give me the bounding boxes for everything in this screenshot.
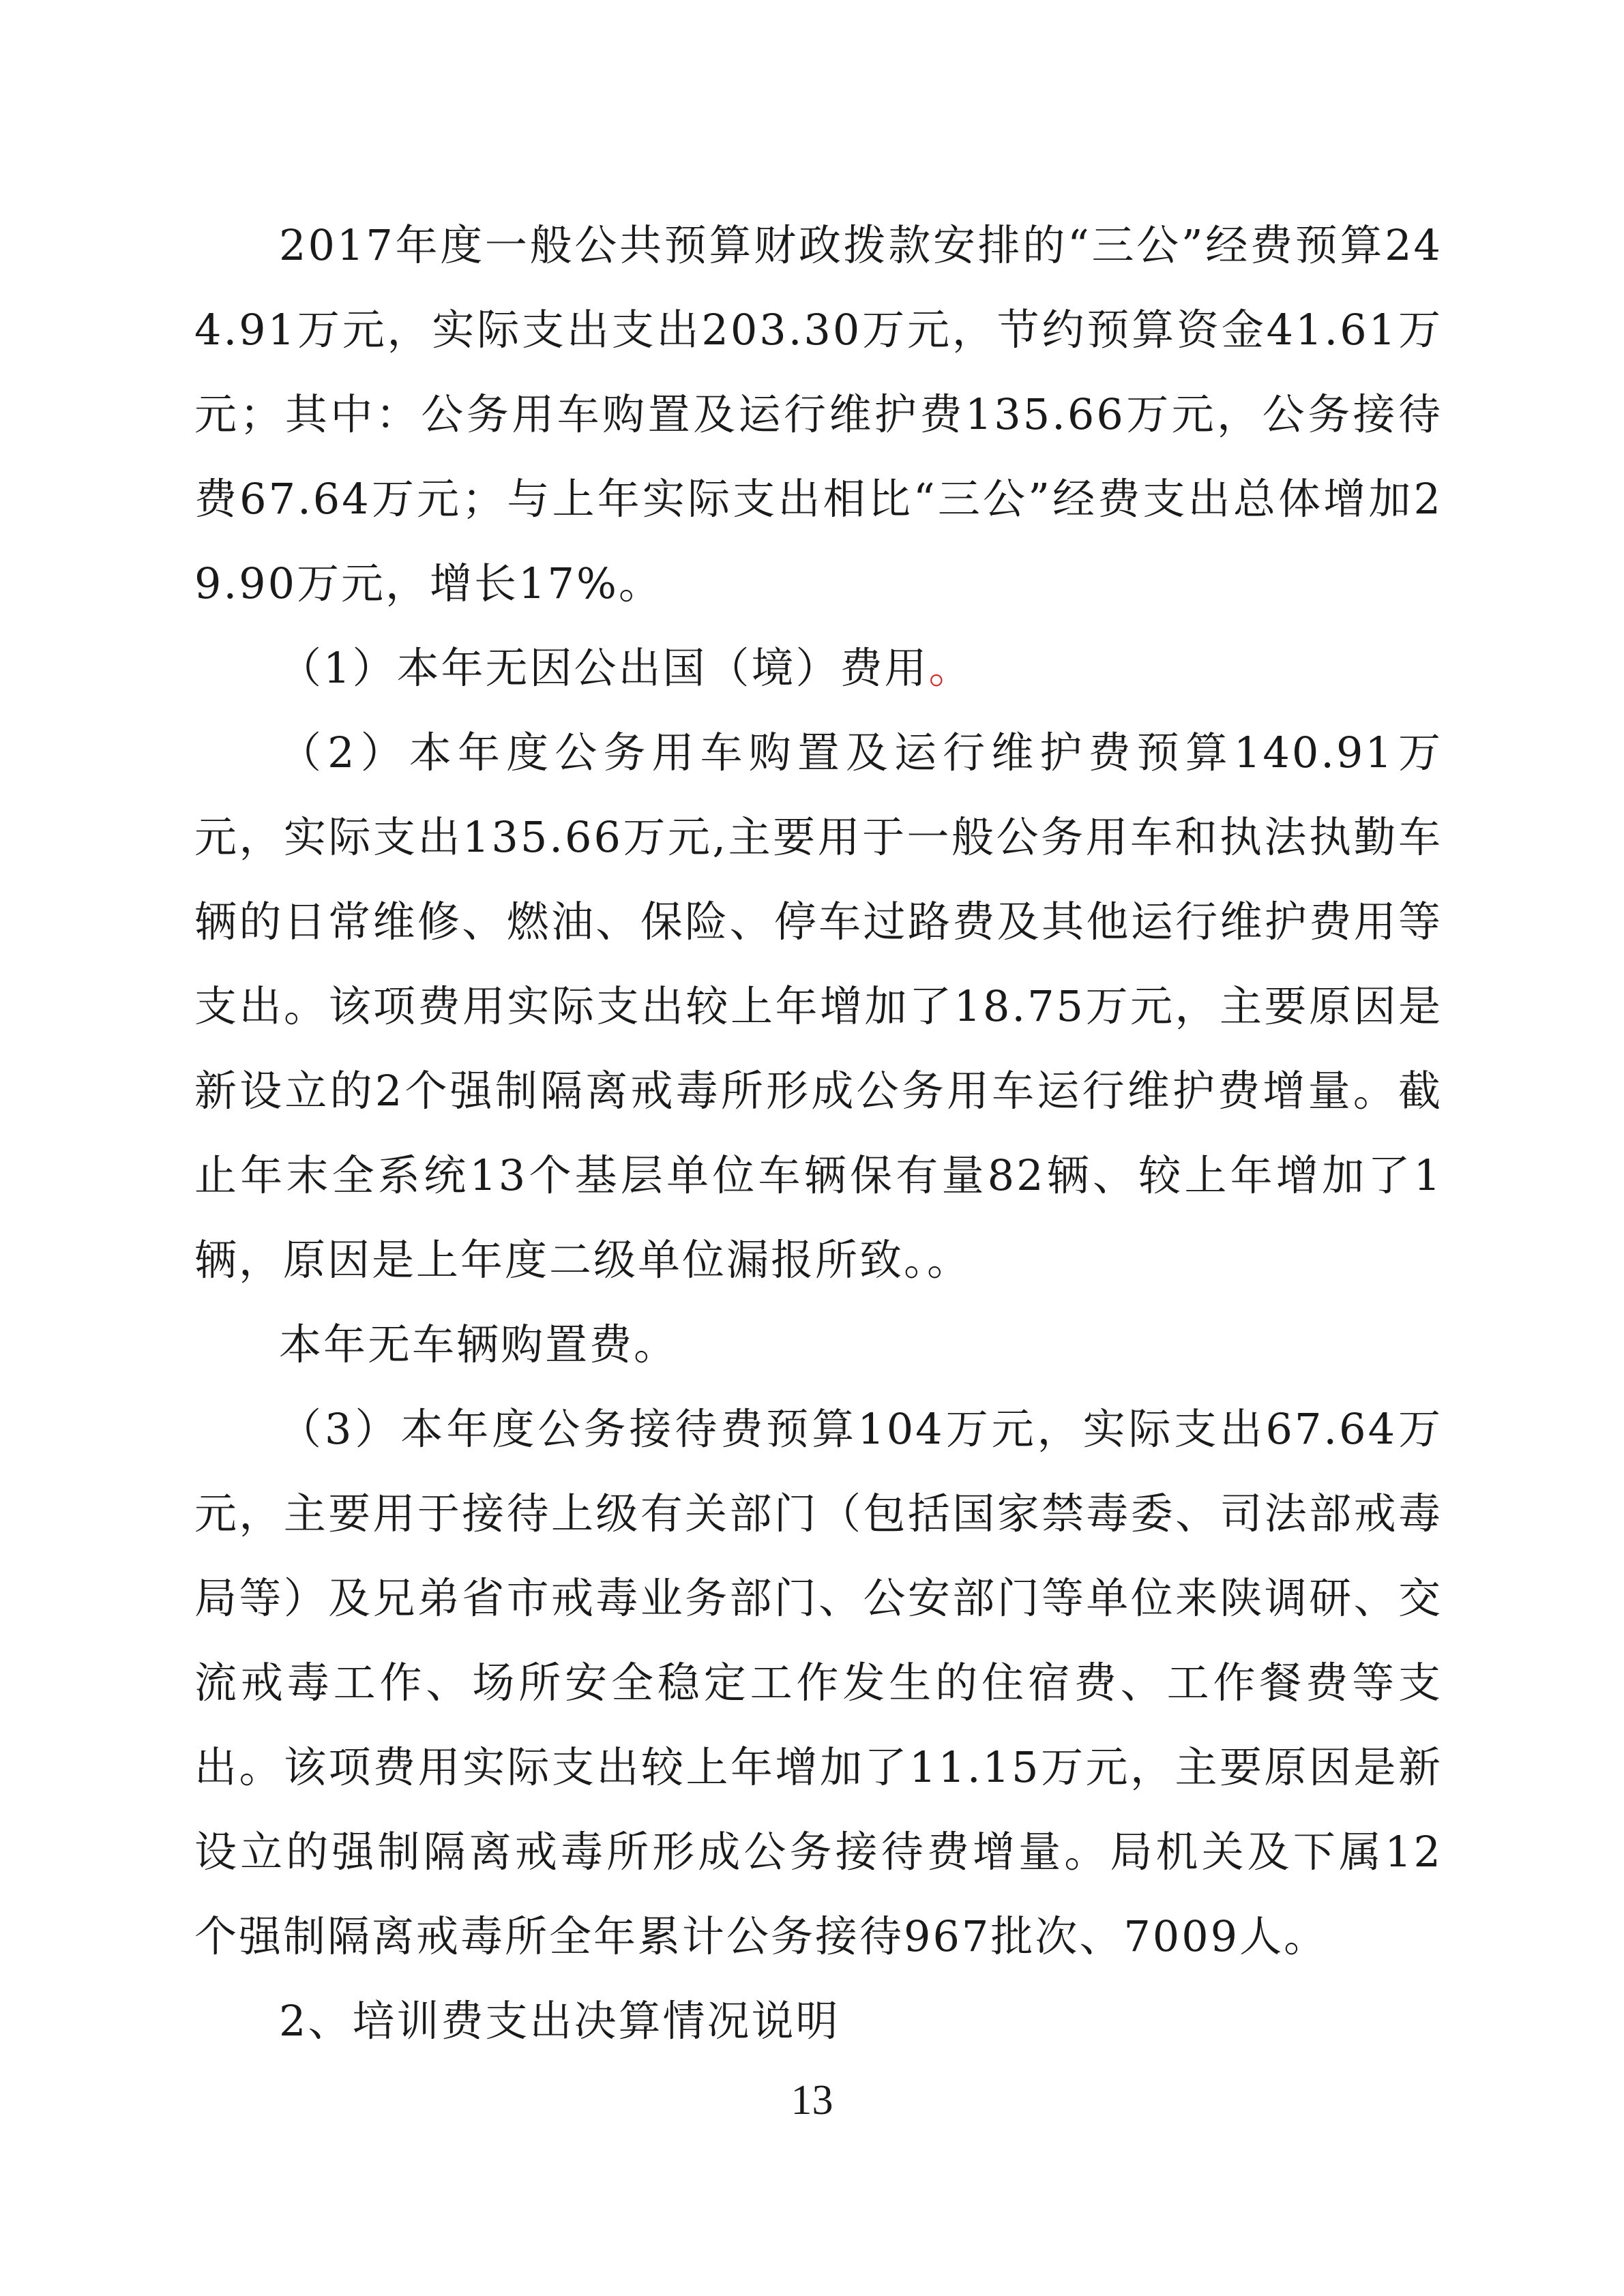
paragraph-reception-expenses: （3）本年度公务接待费预算104万元，实际支出67.64万元，主要用于接待上级有关部门（包括国家禁毒委、司法部戒毒局等）及兄弟省市戒毒业务部门、公安部门等单位来陕调研、交流戒毒工作、场所安全稳定工作发生的住宿费、工作餐费等支出。该项费用实际支出较上年增加了11.15万元，主要原因是新设立的强制隔离戒毒所形成公务接待费增量。局机关及下属12个强制隔离戒毒所全年累计公务接待967批次、7009人。 <box>194 1404 1443 1961</box>
paragraph-training-heading: 2、培训费支出决算情况说明 <box>279 1996 840 2046</box>
paragraph-vehicle-expenses: （2）本年度公务用车购置及运行维护费预算140.91万元，实际支出135.66万元,主要用于一般公务用车和执法执勤车辆的日常维修、燃油、保险、停车过路费及其他运行维护费用等支出。该项费用实际支出较上年增加了18.75万元，主要原因是新设立的2个强制隔离戒毒所形成公务用车运行维护费增量。截止年末全系统13个基层单位车辆保有量82辆、较上年增加了1辆，原因是上年度二级单位漏报所致。。 <box>194 728 1443 1285</box>
page-number: 13 <box>791 2077 833 2123</box>
paragraph-overseas-travel <box>194 626 1443 711</box>
red-period-mark: 。 <box>928 643 973 693</box>
paragraph-overseas-travel-text: （1）本年无因公出国（境）费用 <box>279 643 929 693</box>
paragraph-three-public-expenses-summary: 2017年度一般公共预算财政拨款安排的“三公”经费预算244.91万元，实际支出支出203.30万元，节约预算资金41.61万元；其中：公务用车购置及运行维护费135.66万元，公务接待费67.64万元；与上年实际支出相比“三公”经费支出总体增加29.90万元，增长17%。 <box>194 220 1443 608</box>
paragraph-no-vehicle-purchase: 本年无车辆购置费。 <box>279 1320 679 1369</box>
body-text <box>194 203 1443 2063</box>
